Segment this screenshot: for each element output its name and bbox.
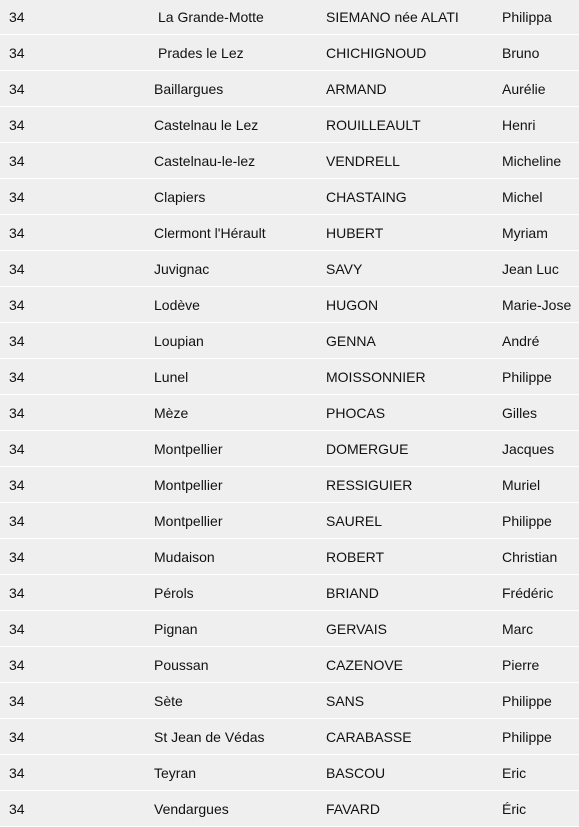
department-cell: 34 <box>9 404 25 421</box>
table-row <box>0 35 579 71</box>
last-name-cell: ROUILLEAULT <box>326 116 421 133</box>
last-name-cell: SANS <box>326 692 365 709</box>
table-row <box>0 467 579 503</box>
city-cell: Pérols <box>154 584 194 601</box>
last-name-cell: ARMAND <box>326 80 387 97</box>
city-cell: Sète <box>154 692 183 709</box>
department-cell: 34 <box>9 188 25 205</box>
last-name-cell: FAVARD <box>326 800 380 817</box>
city-cell: Vendargues <box>154 800 229 817</box>
city-cell: St Jean de Védas <box>154 728 265 745</box>
first-name-cell: Philippe <box>502 368 552 385</box>
first-name-cell: Bruno <box>502 44 540 61</box>
last-name-cell: GENNA <box>326 332 376 349</box>
table-row <box>0 287 579 323</box>
last-name-cell: RESSIGUIER <box>326 476 413 493</box>
department-cell: 34 <box>9 656 25 673</box>
first-name-cell: Henri <box>502 116 536 133</box>
city-cell: Pignan <box>154 620 198 637</box>
table-row <box>0 71 579 107</box>
table-row <box>0 395 579 431</box>
first-name-cell: Myriam <box>502 224 548 241</box>
last-name-cell: GERVAIS <box>326 620 387 637</box>
department-cell: 34 <box>9 152 25 169</box>
city-cell: Mèze <box>154 404 189 421</box>
first-name-cell: Philippa <box>502 9 552 25</box>
city-cell: Castelnau le Lez <box>154 116 259 133</box>
table-row <box>0 0 579 35</box>
table-row <box>0 539 579 575</box>
department-cell: 34 <box>9 584 25 601</box>
first-name-cell: Christian <box>502 548 558 565</box>
department-cell: 34 <box>9 296 25 313</box>
table-row <box>0 575 579 611</box>
table-row <box>0 791 579 827</box>
department-cell: 34 <box>9 44 25 61</box>
first-name-cell: Éric <box>502 800 527 817</box>
department-cell: 34 <box>9 692 25 709</box>
department-cell: 34 <box>9 620 25 637</box>
first-name-cell: André <box>502 332 540 349</box>
last-name-cell: VENDRELL <box>326 152 400 169</box>
first-name-cell: Eric <box>502 764 527 781</box>
first-name-cell: Muriel <box>502 476 541 493</box>
city-cell: Baillargues <box>154 80 224 97</box>
city-cell: Teyran <box>154 764 197 781</box>
department-cell: 34 <box>9 116 25 133</box>
last-name-cell: DOMERGUE <box>326 440 409 457</box>
table-row <box>0 215 579 251</box>
table-row <box>0 323 579 359</box>
city-cell: Lodève <box>154 296 200 313</box>
city-cell: Castelnau-le-lez <box>154 152 256 169</box>
last-name-cell: CARABASSE <box>326 728 412 745</box>
last-name-cell: HUGON <box>326 296 379 313</box>
city-cell: Prades le Lez <box>158 44 244 61</box>
city-cell: Mudaison <box>154 548 215 565</box>
table-row <box>0 431 579 467</box>
first-name-cell: Michel <box>502 188 543 205</box>
department-cell: 34 <box>9 260 25 277</box>
city-cell: Montpellier <box>154 476 223 493</box>
table-row <box>0 143 579 179</box>
city-cell: Juvignac <box>154 260 210 277</box>
last-name-cell: PHOCAS <box>326 404 386 421</box>
table-row <box>0 179 579 215</box>
first-name-cell: Jean Luc <box>502 260 559 277</box>
table-row <box>0 359 579 395</box>
last-name-cell: CHASTAING <box>326 188 407 205</box>
city-cell: La Grande-Motte <box>158 9 264 25</box>
city-cell: Clapiers <box>154 188 206 205</box>
last-name-cell: CAZENOVE <box>326 656 404 673</box>
first-name-cell: Marie-Jose <box>502 296 572 313</box>
table-row <box>0 611 579 647</box>
city-cell: Montpellier <box>154 440 223 457</box>
department-cell: 34 <box>9 476 25 493</box>
city-cell: Clermont l'Hérault <box>154 224 266 241</box>
last-name-cell: BRIAND <box>326 584 379 601</box>
department-cell: 34 <box>9 800 25 817</box>
last-name-cell: SIEMANO née ALATI <box>326 9 459 25</box>
city-cell: Loupian <box>154 332 204 349</box>
table-row <box>0 719 579 755</box>
department-cell: 34 <box>9 728 25 745</box>
last-name-cell: MOISSONNIER <box>326 368 426 385</box>
last-name-cell: SAVY <box>326 260 363 277</box>
department-cell: 34 <box>9 764 25 781</box>
first-name-cell: Aurélie <box>502 80 546 97</box>
first-name-cell: Frédéric <box>502 584 554 601</box>
last-name-cell: HUBERT <box>326 224 384 241</box>
first-name-cell: Pierre <box>502 656 540 673</box>
first-name-cell: Micheline <box>502 152 562 169</box>
first-name-cell: Philippe <box>502 512 552 529</box>
department-cell: 34 <box>9 368 25 385</box>
table-row <box>0 647 579 683</box>
department-cell: 34 <box>9 512 25 529</box>
city-cell: Poussan <box>154 656 209 673</box>
department-cell: 34 <box>9 440 25 457</box>
department-cell: 34 <box>9 9 25 25</box>
first-name-cell: Marc <box>502 620 534 637</box>
table-row <box>0 107 579 143</box>
table-row <box>0 251 579 287</box>
first-name-cell: Gilles <box>502 404 538 421</box>
department-cell: 34 <box>9 332 25 349</box>
city-cell: Lunel <box>154 368 189 385</box>
last-name-cell: BASCOU <box>326 764 386 781</box>
first-name-cell: Philippe <box>502 692 552 709</box>
table-row <box>0 503 579 539</box>
table-row <box>0 755 579 791</box>
department-cell: 34 <box>9 548 25 565</box>
last-name-cell: SAUREL <box>326 512 383 529</box>
last-name-cell: CHICHIGNOUD <box>326 44 427 61</box>
first-name-cell: Jacques <box>502 440 555 457</box>
department-cell: 34 <box>9 80 25 97</box>
first-name-cell: Philippe <box>502 728 552 745</box>
table-row <box>0 683 579 719</box>
last-name-cell: ROBERT <box>326 548 385 565</box>
city-cell: Montpellier <box>154 512 223 529</box>
department-cell: 34 <box>9 224 25 241</box>
